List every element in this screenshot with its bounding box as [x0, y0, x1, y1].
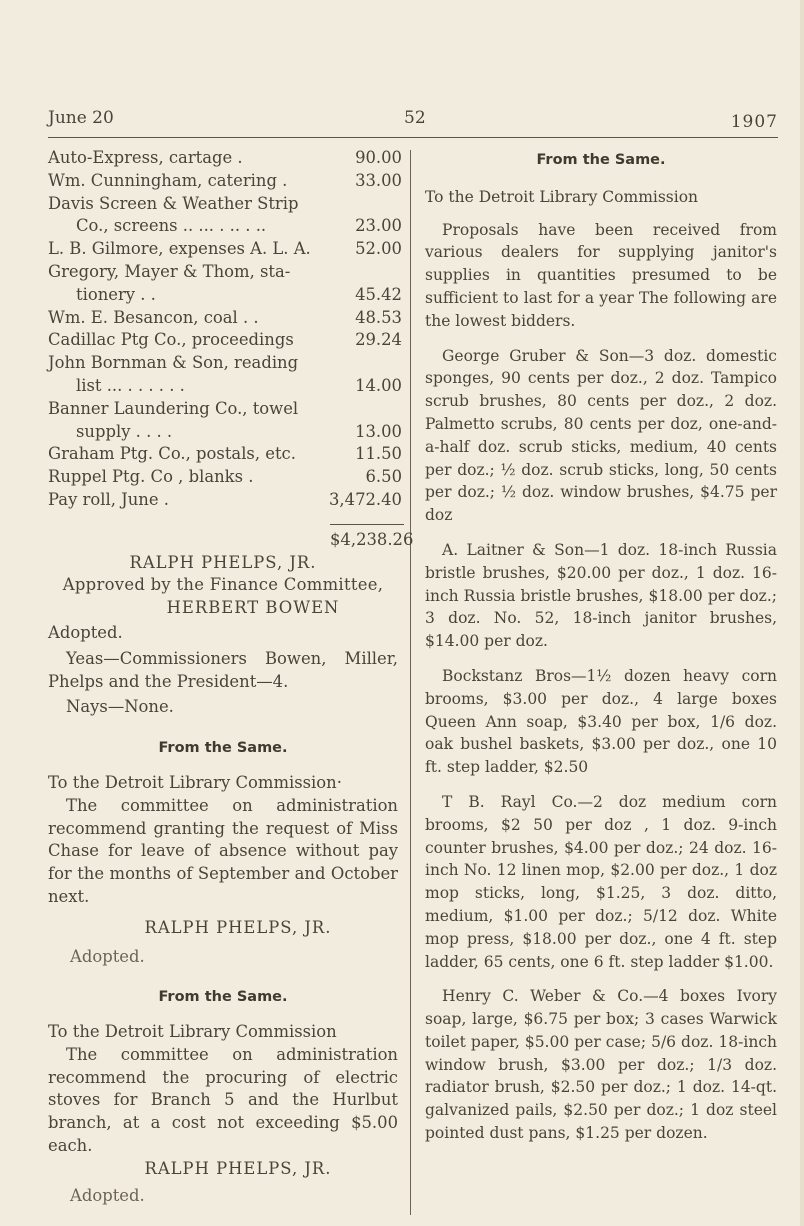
account-name: list ... . . . . . . [76, 375, 185, 395]
account-row [48, 421, 402, 444]
account-row [48, 352, 398, 375]
account-row [48, 489, 402, 512]
total-rule [330, 524, 404, 525]
section-heading: From the Same. [158, 989, 288, 1006]
section-body: The committee on administration recommend granting the request of Miss Chase for leave of absence without pay for the months of September and October next. [48, 795, 398, 906]
section-signature: RALPH PHELPS, JR. [144, 1158, 332, 1178]
account-name: Wm. Cunningham, catering . [48, 170, 288, 190]
proposal-paragraph: George Gruber & Son—3 doz. domestic sponges, 90 cents per doz., 2 doz. Tampico scrub brushes, 80 cents per doz., 2 doz. Palmetto scrubs, 80 cents per doz, one-and-a-half doz. scrub sticks, medium, 40 cents per doz.; ½ doz. scrub sticks, long, 50 cents per doz.; ½ doz. window brushes, $4.75 per doz [425, 346, 777, 525]
page-edge [800, 0, 804, 1226]
account-row [48, 215, 402, 238]
account-name: Banner Laundering Co., towel [48, 398, 299, 418]
account-amount: 29.24 [355, 330, 402, 350]
section-body: The committee on administration recommend the procuring of electric stoves for Branch 5 and the Hurlbut branch, at a cost not exceeding $5.00 each. [48, 1044, 398, 1156]
account-row [48, 375, 402, 398]
account-row [48, 147, 402, 170]
account-name: Gregory, Mayer & Thom, sta- [48, 261, 291, 281]
account-row [48, 466, 402, 489]
section-addressee: To the Detroit Library Commission [48, 1022, 337, 1042]
account-name: Pay roll, June . [48, 489, 169, 509]
account-row [48, 329, 402, 352]
section-adopted: Adopted. [70, 1185, 145, 1205]
section-signature: RALPH PHELPS, JR. [144, 917, 332, 937]
accounts-list [48, 147, 402, 512]
proposal-paragraph: Proposals have been received from various dealers for supplying janitor's supplies in quantities presumed to be sufficient to last for a year The following are the lowest bidders. [425, 220, 777, 330]
account-amount: 14.00 [355, 375, 402, 395]
account-row [48, 238, 402, 261]
account-name: supply . . . . [76, 421, 173, 441]
account-amount: 6.50 [365, 467, 402, 487]
account-row [48, 443, 402, 466]
page-header [48, 108, 778, 132]
header-rule [48, 137, 778, 138]
section-addressee: To the Detroit Library Commission· [48, 772, 342, 792]
right-column [425, 147, 777, 1157]
approval-line: Approved by the Finance Committee, [62, 575, 384, 595]
header-date: June 20 [48, 108, 114, 128]
account-name: L. B. Gilmore, expenses A. L. A. [48, 239, 311, 259]
page-number: 52 [404, 108, 426, 128]
left-column [48, 147, 414, 1207]
account-amount: 11.50 [355, 444, 402, 464]
account-row [48, 307, 402, 330]
account-name: Wm. E. Besancon, coal . . [48, 307, 259, 327]
proposal-paragraph: A. Laitner & Son—1 doz. 18-inch Russia bristle brushes, $20.00 per doz., 1 doz. 16-inch Russia bristle brushes, $18.00 per doz.; 3 doz. No. 52, 18-inch janitor brushes, $14.00 per doz. [425, 540, 777, 651]
approver-signature: HERBERT BOWEN [166, 598, 340, 618]
section-heading: From the Same. [536, 152, 666, 168]
account-name: Ruppel Ptg. Co , blanks . [48, 467, 254, 487]
section-addressee: To the Detroit Library Commission [425, 187, 699, 206]
account-name: John Bornman & Son, reading [48, 353, 299, 373]
account-row [48, 170, 402, 193]
proposal-paragraph: Bockstanz Bros—1½ dozen heavy corn brooms, $3.00 per doz., 4 large boxes Queen Ann soap, $3.40 per box, 1/6 doz. oak bushel baskets, $3.00 per doz., one 10 ft. step ladder, $2.50 [425, 666, 777, 777]
signature: RALPH PHELPS, JR. [129, 552, 317, 572]
account-amount: 3,472.40 [329, 489, 402, 509]
account-amount: 13.00 [355, 421, 402, 441]
account-name: Davis Screen & Weather Strip [48, 193, 299, 213]
yeas-line: Yeas—Commissioners Bowen, Miller, Phelps and the President—4. [48, 648, 398, 691]
header-year: 1907 [730, 112, 778, 132]
proposals-list [425, 219, 777, 1145]
account-amount: 90.00 [355, 148, 402, 167]
section-adopted: Adopted. [70, 946, 145, 966]
account-amount: 45.42 [355, 284, 402, 304]
account-row [48, 261, 398, 284]
column-divider [410, 150, 411, 1215]
nays-line: Nays—None. [66, 697, 174, 717]
account-name: Graham Ptg. Co., postals, etc. [48, 444, 296, 464]
account-row [48, 284, 402, 307]
account-amount: 33.00 [355, 170, 402, 190]
account-name: Cadillac Ptg Co., proceedings [48, 330, 294, 350]
account-name: tionery . . [76, 284, 156, 304]
account-name: Auto-Express, cartage . [48, 148, 243, 167]
proposal-paragraph: Henry C. Weber & Co.—4 boxes Ivory soap, large, $6.75 per box; 3 cases Warwick toilet paper, $5.00 per case; 5/6 doz. 18-inch window brush, $3.00 per doz.; 1/3 doz. radiator brush, $2.50 per doz.; 1 doz. 14-qt. galvanized pails, $2.50 per doz.; 1 doz steel pointed dust pans, $1.25 per dozen. [425, 987, 777, 1143]
account-amount: 52.00 [355, 239, 402, 259]
account-row [48, 193, 398, 216]
account-amount: 23.00 [355, 216, 402, 236]
adopted-line: Adopted. [48, 622, 123, 642]
account-amount: 48.53 [355, 307, 402, 327]
proposal-paragraph: T B. Rayl Co.—2 doz medium corn brooms, $2 50 per doz , 1 doz. 9-inch counter brushes, $4.00 per doz.; 24 doz. 16-inch No. 12 linen mop, $2.00 per doz., 1 doz mop sticks, long, $1.25, 3 doz. ditto, medium, $1.00 per doz.; 5/12 doz. White mop press, $18.00 per doz., one 4 ft. step ladder, 65 cents, one 6 ft. step ladder $1.00. [425, 792, 777, 971]
section-heading: From the Same. [158, 740, 288, 757]
accounts-total: $4,238.26 [330, 529, 414, 549]
account-row [48, 398, 398, 421]
account-name: Co., screens .. ... . .. . .. [76, 216, 267, 236]
